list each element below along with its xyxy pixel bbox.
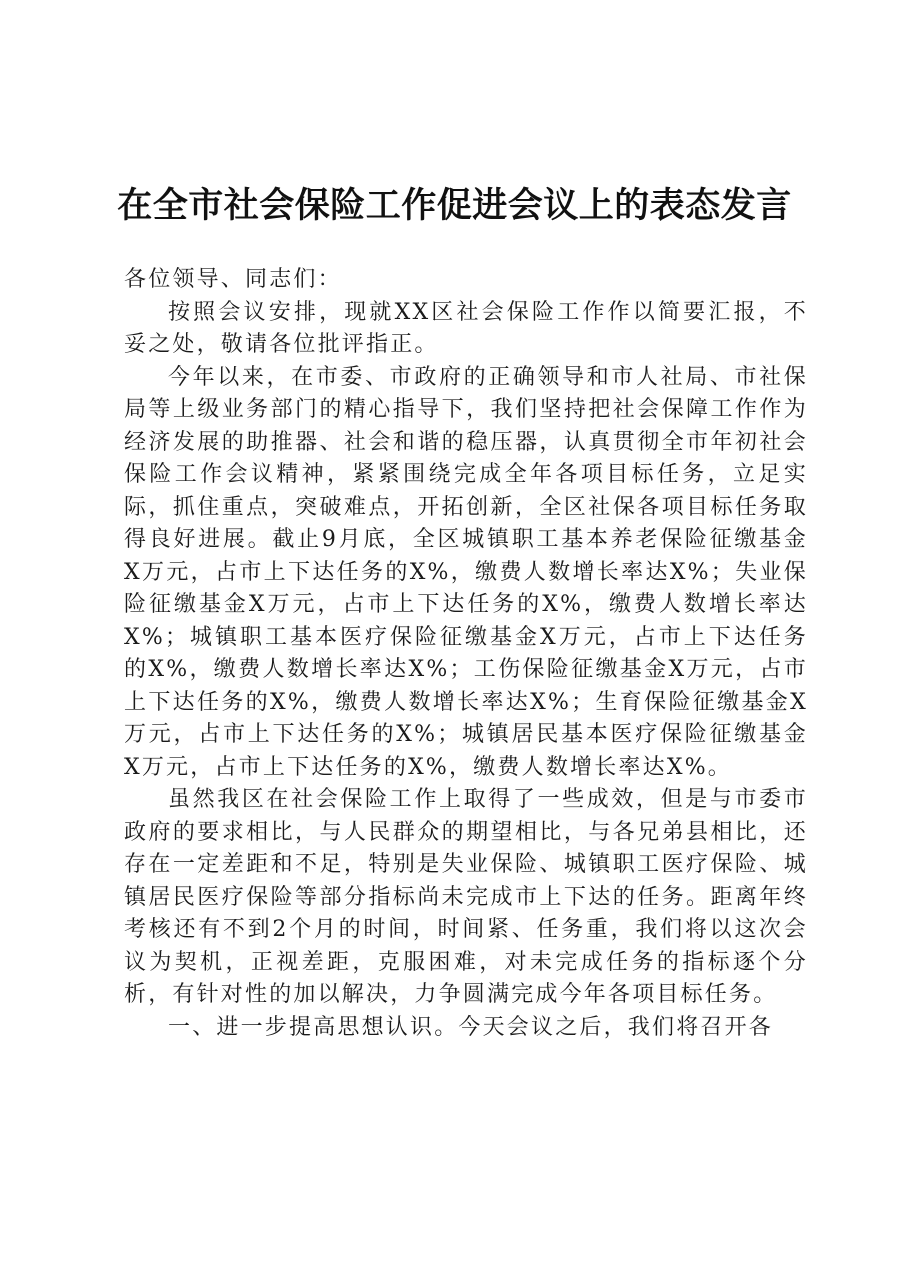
salutation: 各位领导、同志们：	[124, 267, 342, 292]
paragraph-gaps: 虽然我区在社会保险工作上取得了一些成效，但是与市委市政府的要求相比，与人民群众的期望相比，与各兄弟县相比，还存在一定差距和不足，特别是失业保险、城镇职工医疗保险、城镇居民医疗保险等部分指标尚未完成市上下达的任务。距离年终考核还有不到2个月的时间，时间紧、任务重，我们将以这次会议为契机，正视差距，克服困难，对未完成任务的指标逐个分析，有针对性的加以解决，力争圆满完成今年各项目标任务。	[124, 787, 808, 1007]
paragraph-intro: 按照会议安排，现就XX区社会保险工作作以简要汇报，不妥之处，敬请各位批评指正。	[124, 299, 808, 357]
document-body	[124, 264, 808, 1044]
paragraph-progress: 今年以来，在市委、市政府的正确领导和市人社局、市社保局等上级业务部门的精心指导下，我们坚持把社会保障工作作为经济发展的助推器、社会和谐的稳压器，认真贯彻全市年初社会保险工作会议精神，紧紧围绕完成全年各项目标任务，立足实际，抓住重点，突破难点，开拓创新，全区社保各项目标任务取得良好进展。截止9月底，全区城镇职工基本养老保险征缴基金X万元，占市上下达任务的X%，缴费人数增长率达X%；失业保险征缴基金X万元，占市上下达任务的X%，缴费人数增长率达X%；城镇职工基本医疗保险征缴基金X万元，占市上下达任务的X%，缴费人数增长率达X%；工伤保险征缴基金X万元，占市上下达任务的X%，缴费人数增长率达X%；生育保险征缴基金X万元，占市上下达任务的X%；城镇居民基本医疗保险征缴基金X万元，占市上下达任务的X%，缴费人数增长率达X%。	[124, 364, 808, 780]
document-title: 在全市社会保险工作促进会议上的表态发言	[117, 185, 792, 226]
paragraph-point-one: 一、进一步提高思想认识。今天会议之后，我们将召开各	[168, 1014, 774, 1040]
